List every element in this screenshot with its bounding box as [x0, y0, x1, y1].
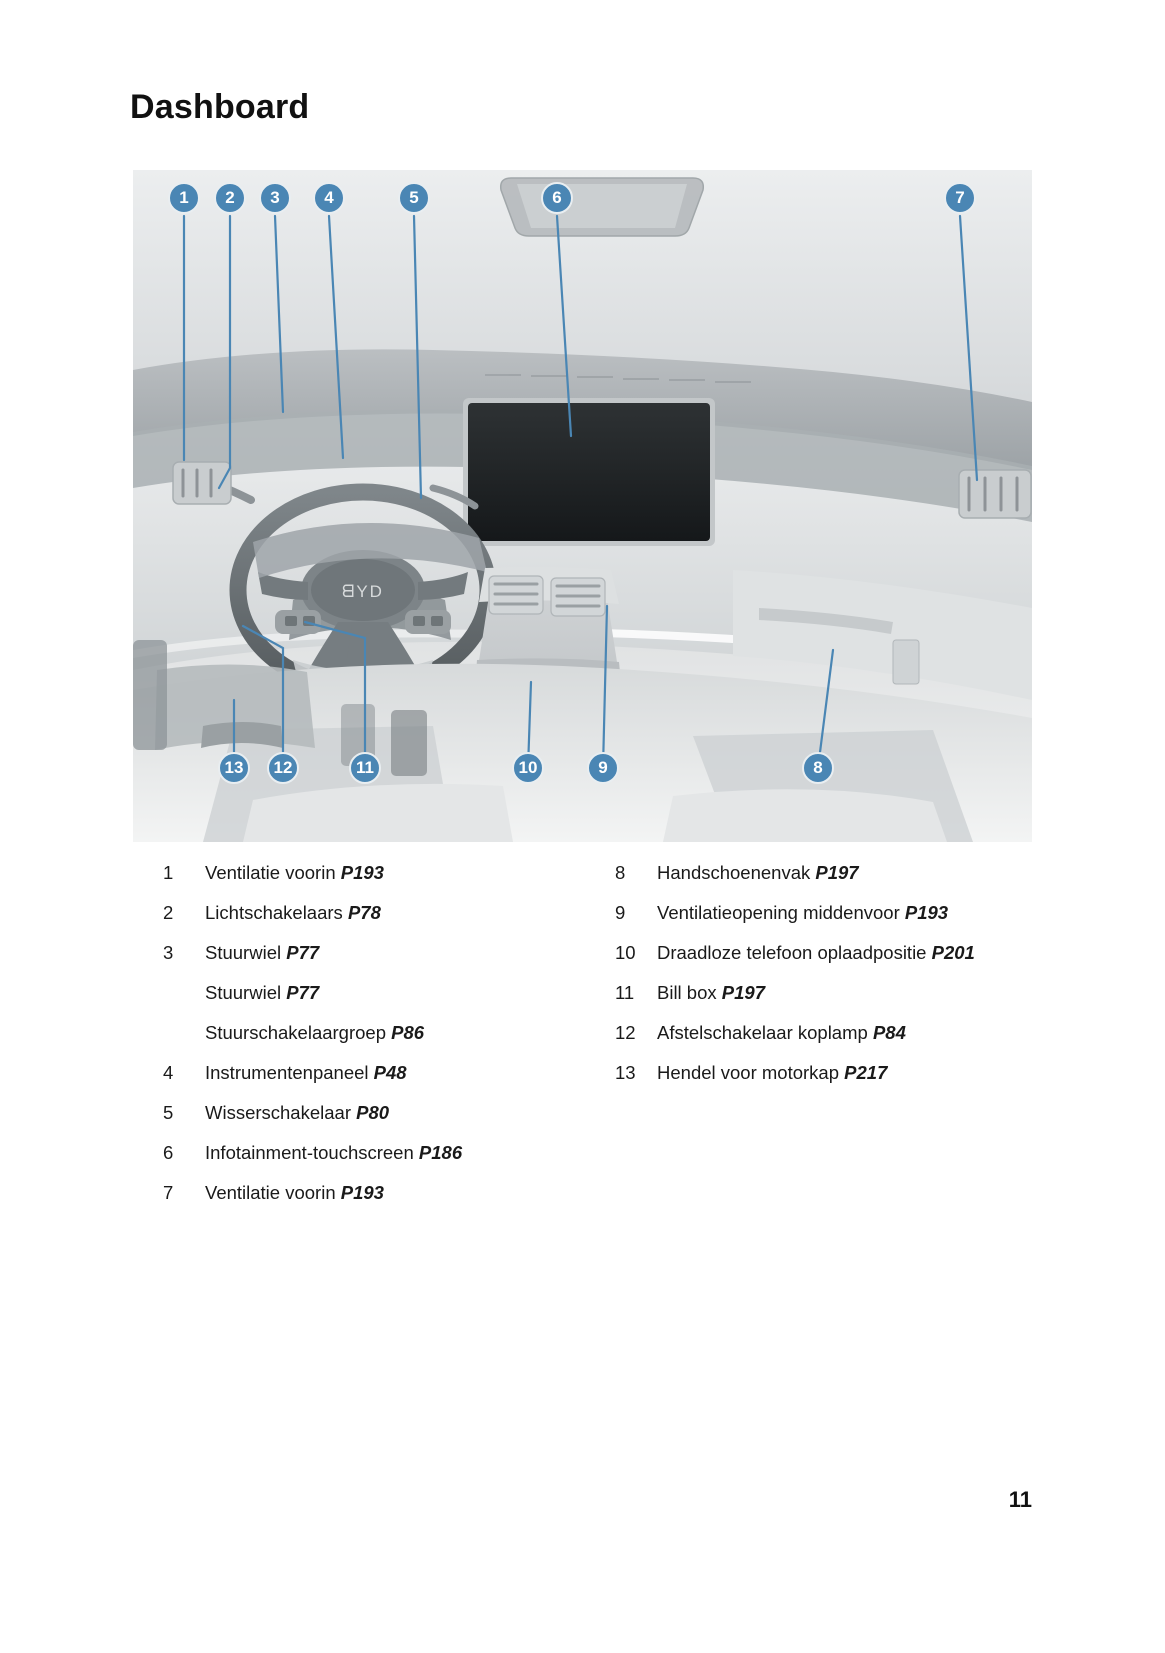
page-reference: P84 — [872, 1022, 906, 1043]
legend-number: 5 — [163, 1102, 174, 1123]
svg-text:ᗺYD: ᗺYD — [342, 582, 384, 601]
legend-label: Stuurschakelaargroep P86 — [205, 1022, 425, 1043]
page-reference: P217 — [844, 1062, 888, 1083]
callout-8: 8 — [802, 752, 834, 784]
list-item — [615, 902, 1035, 942]
list-item — [163, 982, 583, 1022]
legend-label: Ventilatie voorin P193 — [205, 1182, 384, 1203]
legend-label: Hendel voor motorkap P217 — [657, 1062, 888, 1083]
legend-number: 12 — [615, 1022, 636, 1043]
callout-2: 2 — [214, 182, 246, 214]
legend-number: 11 — [615, 982, 635, 1003]
page-reference: P193 — [340, 1182, 384, 1203]
legend-label: Afstelschakelaar koplamp P84 — [657, 1022, 906, 1043]
legend-label: Ventilatieopening middenvoor P193 — [657, 902, 949, 923]
page-reference: P186 — [418, 1142, 463, 1163]
page-reference: P197 — [721, 982, 765, 1003]
page-reference: P201 — [931, 942, 975, 963]
list-item — [163, 1102, 583, 1142]
page-number: 11 — [1008, 1487, 1032, 1512]
legend-label: Draadloze telefoon oplaadpositie P201 — [657, 942, 975, 963]
legend-number: 7 — [163, 1182, 174, 1203]
callout-11: 11 — [349, 752, 381, 784]
legend-label: Stuurwiel P77 — [205, 982, 320, 1003]
list-item — [615, 982, 1035, 1022]
page-reference: P80 — [356, 1102, 390, 1123]
list-item — [163, 1142, 583, 1182]
list-item — [163, 1062, 583, 1102]
legend-number: 1 — [163, 862, 174, 883]
legend-label: Instrumentenpaneel P48 — [205, 1062, 407, 1083]
list-item — [163, 902, 583, 942]
callout-12: 12 — [267, 752, 299, 784]
legend-number: 10 — [615, 942, 636, 963]
page-reference: P86 — [391, 1022, 425, 1043]
page-reference: P78 — [347, 902, 381, 923]
list-item — [163, 862, 583, 902]
callout-1: 1 — [168, 182, 200, 214]
callout-10: 10 — [512, 752, 544, 784]
legend-number: 9 — [615, 902, 626, 923]
list-item — [163, 1182, 583, 1222]
legend-number: 13 — [615, 1062, 636, 1083]
dashboard-illustration — [133, 170, 1032, 842]
callout-3: 3 — [259, 182, 291, 214]
legend-label: Infotainment-touchscreen P186 — [205, 1142, 463, 1163]
callout-9: 9 — [587, 752, 619, 784]
legend-label: Stuurwiel P77 — [205, 942, 320, 963]
callout-13: 13 — [218, 752, 250, 784]
legend-number: 8 — [615, 862, 626, 883]
legend-number: 3 — [163, 942, 174, 963]
legend-number: 4 — [163, 1062, 174, 1083]
list-item — [163, 942, 583, 982]
callout-4: 4 — [313, 182, 345, 214]
page-reference: P197 — [815, 862, 859, 883]
list-item — [615, 1022, 1035, 1062]
legend-number: 2 — [163, 902, 174, 923]
legend-label: Bill box P197 — [657, 982, 765, 1003]
list-item — [163, 1022, 583, 1062]
page-reference: P77 — [286, 982, 320, 1003]
page-reference: P193 — [904, 902, 949, 923]
legend-label: Lichtschakelaars P78 — [205, 902, 381, 923]
legend-column-left — [163, 862, 583, 1222]
legend-label: Wisserschakelaar P80 — [205, 1102, 390, 1123]
callout-5: 5 — [398, 182, 430, 214]
callout-7: 7 — [944, 182, 976, 214]
list-item — [615, 862, 1035, 902]
legend-label: Handschoenenvak P197 — [657, 862, 859, 883]
legend-column-right — [615, 862, 1035, 1102]
list-item — [615, 1062, 1035, 1102]
legend-number: 6 — [163, 1142, 174, 1163]
list-item — [615, 942, 1035, 982]
page-reference: P193 — [340, 862, 384, 883]
legend-label: Ventilatie voorin P193 — [205, 862, 384, 883]
callout-6: 6 — [541, 182, 573, 214]
page-reference: P77 — [286, 942, 320, 963]
page-reference: P48 — [373, 1062, 407, 1083]
page-title: Dashboard — [130, 88, 310, 126]
